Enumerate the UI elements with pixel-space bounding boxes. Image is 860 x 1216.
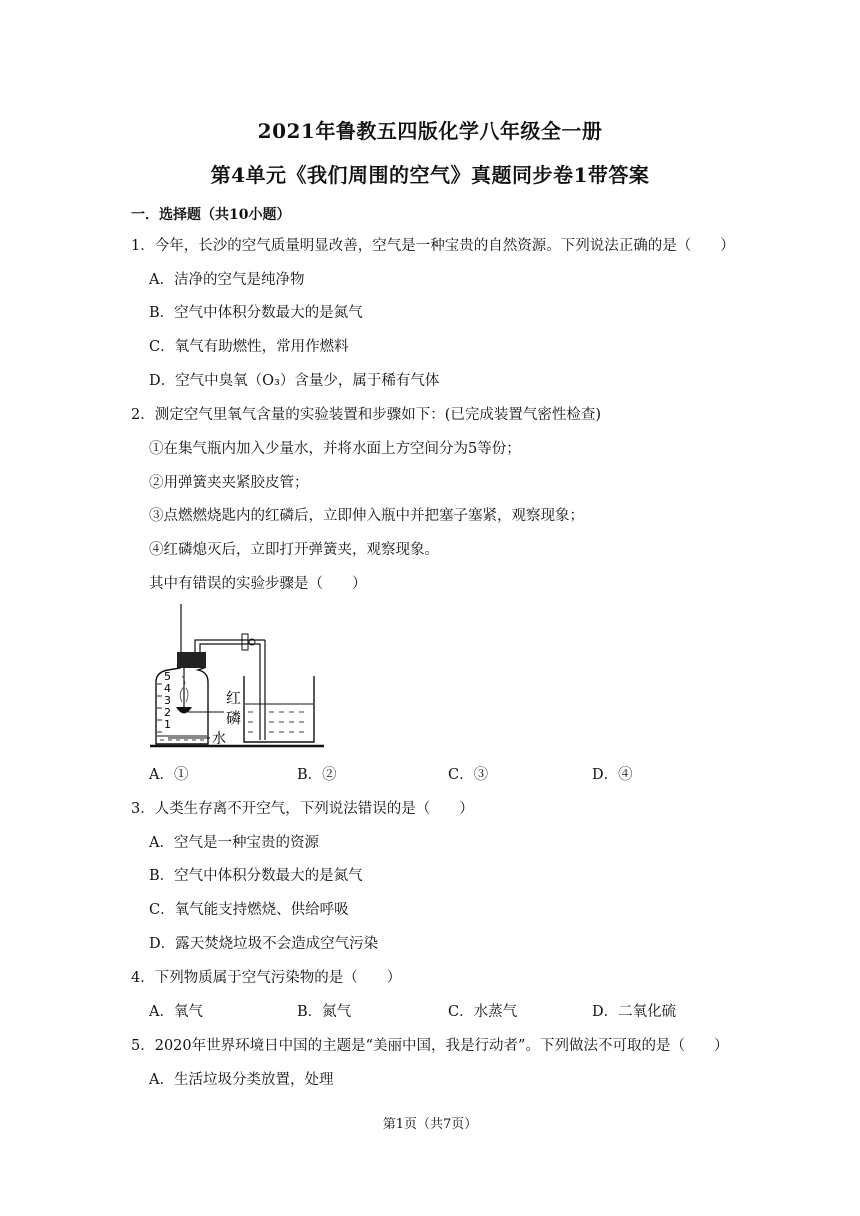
- question-2-step-4: ④红磷熄灭后，立即打开弹簧夹，观察现象。: [149, 542, 439, 558]
- experiment-apparatus-figure: [148, 604, 326, 750]
- question-2-option-a: A．①: [149, 767, 189, 783]
- question-5-stem: 5．2020年世界环境日中国的主题是“美丽中国，我是行动者”。下列做法不可取的是（ ）: [131, 1038, 729, 1054]
- question-4-option-d: D．二氧化硫: [592, 1004, 677, 1020]
- question-4-stem: 4．下列物质属于空气污染物的是（ ）: [131, 970, 402, 986]
- question-2-step-1: ①在集气瓶内加入少量水，并将水面上方空间分为5等份；: [149, 441, 521, 457]
- question-2-step-2: ②用弹簧夹夹紧胶皮管；: [149, 475, 309, 491]
- page-footer: 第1页（共7页）: [382, 1117, 478, 1132]
- question-2-option-c: C．③: [448, 767, 489, 783]
- question-5-option-a: A．生活垃圾分类放置，处理: [149, 1072, 334, 1088]
- question-2-step-3: ③点燃燃烧匙内的红磷后，立即伸入瓶中并把塞子塞紧，观察现象；: [149, 508, 584, 524]
- question-2-stem: 2．测定空气里氧气含量的实验装置和步骤如下：(已完成装置气密性检查): [131, 407, 602, 423]
- question-4-option-a: A．氧气: [149, 1004, 203, 1020]
- label-red: 红: [226, 689, 242, 707]
- question-1-option-d: D．空气中臭氧（O₃）含量少，属于稀有气体: [149, 373, 440, 389]
- level-mark-1: 1: [164, 718, 171, 731]
- question-3-stem: 3．人类生存离不开空气，下列说法错误的是（ ）: [131, 801, 474, 817]
- level-mark-2: 2: [164, 706, 171, 719]
- question-2-option-d: D．④: [592, 767, 633, 783]
- question-2-prompt: 其中有错误的实验步骤是（ ）: [149, 576, 367, 592]
- document-title: 2021年鲁教五四版化学八年级全一册: [257, 119, 603, 143]
- question-3-option-d: D．露天焚烧垃圾不会造成空气污染: [149, 936, 379, 952]
- question-4-option-b: B．氮气: [297, 1004, 352, 1020]
- level-mark-3: 3: [164, 694, 171, 707]
- section-heading: 一．选择题（共10小题）: [131, 207, 291, 223]
- question-4-option-c: C．水蒸气: [448, 1004, 518, 1020]
- label-phosphorus: 磷: [226, 709, 242, 727]
- question-3-option-b: B．空气中体积分数最大的是氮气: [149, 868, 363, 884]
- level-mark-5: 5: [164, 670, 171, 683]
- document-subtitle: 第4单元《我们周围的空气》真题同步卷1带答案: [210, 163, 650, 187]
- question-1-stem: 1．今年，长沙的空气质量明显改善，空气是一种宝贵的自然资源。下列说法正确的是（ ）: [131, 238, 735, 254]
- question-1-option-c: C．氧气有助燃性，常用作燃料: [149, 339, 349, 355]
- level-mark-4: 4: [164, 682, 171, 695]
- question-3-option-a: A．空气是一种宝贵的资源: [149, 835, 319, 851]
- question-3-option-c: C．氧气能支持燃烧、供给呼吸: [149, 902, 349, 918]
- question-2-option-b: B．②: [297, 767, 337, 783]
- question-1-option-b: B．空气中体积分数最大的是氮气: [149, 305, 363, 321]
- question-1-option-a: A．洁净的空气是纯净物: [149, 272, 305, 288]
- label-water: 水: [212, 731, 226, 747]
